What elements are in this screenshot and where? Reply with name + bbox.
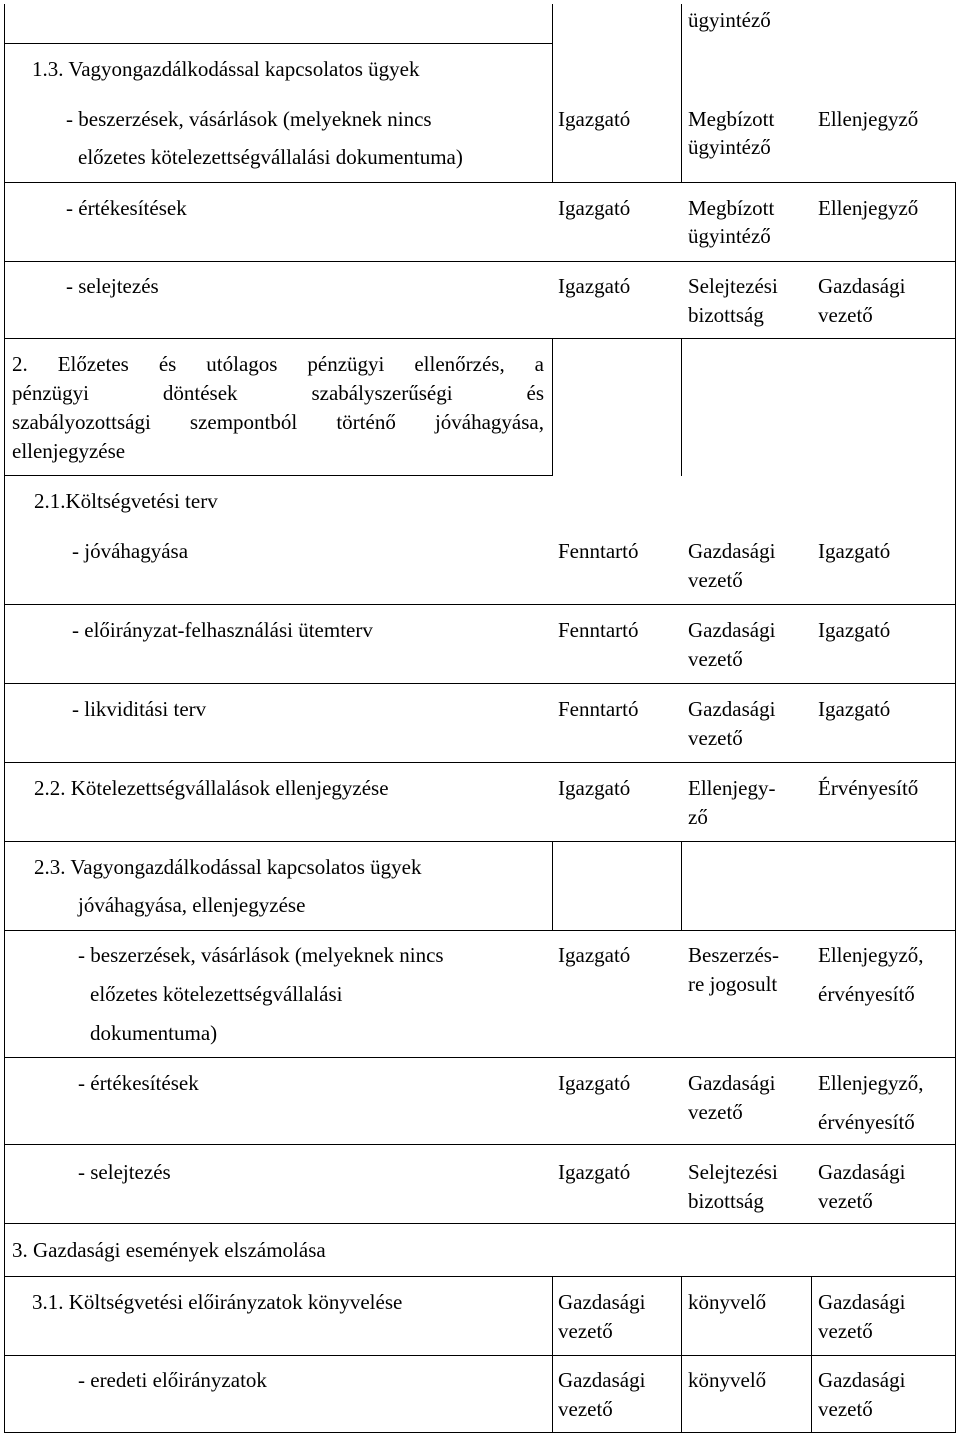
section-heading: 2.3. Vagyongazdálkodással kapcsolatos ügyek <box>34 855 422 879</box>
row-label: előzetes kötelezettségvállalási <box>90 982 343 1006</box>
cell-approver: Igazgató <box>818 539 891 563</box>
row-label: - értékesítések <box>66 196 187 220</box>
row-label: - előirányzat-felhasználási ütemterv <box>72 618 373 642</box>
cell-approver: Érvényesítő <box>818 776 919 800</box>
cell-approver: Ellenjegyző <box>818 196 919 220</box>
row-label: előzetes kötelezettségvállalási dokumentuma) <box>78 145 463 169</box>
row-label: - selejtezés <box>66 274 159 298</box>
cell-responsible: könyvelő <box>688 1368 767 1392</box>
cell-decision-maker: Gazdasági <box>558 1290 646 1314</box>
row-divider <box>4 261 956 262</box>
cell-responsible: Megbízott <box>688 196 775 220</box>
row-divider <box>4 1144 956 1145</box>
row-label: - eredeti előirányzatok <box>78 1368 267 1392</box>
row-label: - selejtezés <box>78 1160 171 1184</box>
cell-approver: vezető <box>818 1189 873 1213</box>
cell-approver: vezető <box>818 1319 873 1343</box>
cell-responsible: Gazdasági <box>688 618 776 642</box>
column-divider <box>552 841 553 931</box>
cell-decision-maker: vezető <box>558 1397 613 1421</box>
cell-responsible: ügyintéző <box>688 8 771 32</box>
row-label: - jóváhagyása <box>72 539 189 563</box>
cell-approver: Ellenjegyző <box>818 107 919 131</box>
row-divider <box>4 475 552 476</box>
column-divider <box>681 841 682 931</box>
table-right-border <box>955 182 956 1432</box>
cell-decision-maker: Gazdasági <box>558 1368 646 1392</box>
cell-responsible: bizottság <box>688 1189 764 1213</box>
section-heading: 1.3. Vagyongazdálkodással kapcsolatos ügyek <box>32 57 420 81</box>
cell-decision-maker: Igazgató <box>558 196 631 220</box>
cell-responsible: ügyintéző <box>688 224 771 248</box>
row-divider <box>4 1057 956 1058</box>
cell-responsible: Gazdasági <box>688 539 776 563</box>
section-heading: ellenjegyzése <box>12 439 126 463</box>
cell-decision-maker: Fenntartó <box>558 697 639 721</box>
row-divider <box>4 683 956 684</box>
column-divider <box>552 4 553 183</box>
row-label: - likviditási terv <box>72 697 207 721</box>
cell-responsible: Beszerzés- <box>688 943 779 967</box>
cell-approver: vezető <box>818 303 873 327</box>
section-heading: szabályozottsági szempontból történő jóváhagyása, <box>12 410 544 434</box>
cell-approver: Ellenjegyző, <box>818 1071 924 1095</box>
row-divider <box>4 182 956 183</box>
column-divider <box>681 338 682 476</box>
row-divider <box>4 841 956 842</box>
cell-decision-maker: Igazgató <box>558 943 631 967</box>
cell-responsible: vezető <box>688 647 743 671</box>
cell-responsible: Gazdasági <box>688 697 776 721</box>
cell-approver: Gazdasági <box>818 1160 906 1184</box>
cell-decision-maker: Igazgató <box>558 1071 631 1095</box>
cell-responsible: Selejtezési <box>688 274 778 298</box>
cell-approver: Igazgató <box>818 697 891 721</box>
section-heading: 2.2. Kötelezettségvállalások ellenjegyzése <box>34 776 389 800</box>
cell-approver: Gazdasági <box>818 1290 906 1314</box>
cell-approver: érvényesítő <box>818 1110 915 1134</box>
column-divider <box>681 4 682 183</box>
section-heading: jóváhagyása, ellenjegyzése <box>78 893 306 917</box>
cell-responsible: bizottság <box>688 303 764 327</box>
cell-decision-maker: vezető <box>558 1319 613 1343</box>
cell-approver: Igazgató <box>818 618 891 642</box>
cell-decision-maker: Igazgató <box>558 1160 631 1184</box>
row-divider <box>4 1432 956 1433</box>
row-divider <box>4 1276 956 1277</box>
row-divider <box>4 604 956 605</box>
cell-responsible: ügyintéző <box>688 135 771 159</box>
section-heading: 2.1.Költségvetési terv <box>34 489 218 513</box>
column-divider <box>552 338 553 476</box>
cell-responsible: Gazdasági <box>688 1071 776 1095</box>
column-divider <box>552 1276 553 1432</box>
cell-responsible: könyvelő <box>688 1290 767 1314</box>
cell-responsible: vezető <box>688 1100 743 1124</box>
cell-decision-maker: Fenntartó <box>558 618 639 642</box>
row-divider <box>4 1223 956 1224</box>
cell-approver: érvényesítő <box>818 982 915 1006</box>
section-heading: 3.1. Költségvetési előirányzatok könyvelése <box>32 1290 403 1314</box>
section-heading: pénzügyi döntések szabályszerűségi és <box>12 381 544 405</box>
row-divider <box>4 338 956 339</box>
cell-responsible: Megbízott <box>688 107 775 131</box>
row-label: dokumentuma) <box>90 1021 218 1045</box>
row-label: - értékesítések <box>78 1071 199 1095</box>
row-label: - beszerzések, vásárlások (melyeknek nincs <box>78 943 444 967</box>
cell-approver: Gazdasági <box>818 1368 906 1392</box>
table-left-border <box>4 4 5 1432</box>
row-divider <box>4 930 956 931</box>
cell-decision-maker: Fenntartó <box>558 539 639 563</box>
column-divider <box>811 1276 812 1432</box>
cell-responsible: Ellenjegy- <box>688 776 776 800</box>
cell-responsible: ző <box>688 805 708 829</box>
row-divider <box>4 1355 956 1356</box>
cell-decision-maker: Igazgató <box>558 776 631 800</box>
cell-responsible: vezető <box>688 568 743 592</box>
section-heading: 2. Előzetes és utólagos pénzügyi ellenőrzés, a <box>12 352 544 376</box>
row-divider <box>4 43 552 44</box>
cell-responsible: vezető <box>688 726 743 750</box>
section-heading: 3. Gazdasági események elszámolása <box>12 1238 326 1262</box>
cell-decision-maker: Igazgató <box>558 107 631 131</box>
cell-approver: Ellenjegyző, <box>818 943 924 967</box>
cell-decision-maker: Igazgató <box>558 274 631 298</box>
cell-responsible: Selejtezési <box>688 1160 778 1184</box>
row-label: - beszerzések, vásárlások (melyeknek nincs <box>66 107 432 131</box>
cell-approver: vezető <box>818 1397 873 1421</box>
cell-responsible: re jogosult <box>688 972 778 996</box>
cell-approver: Gazdasági <box>818 274 906 298</box>
column-divider <box>681 1276 682 1432</box>
row-divider <box>4 762 956 763</box>
